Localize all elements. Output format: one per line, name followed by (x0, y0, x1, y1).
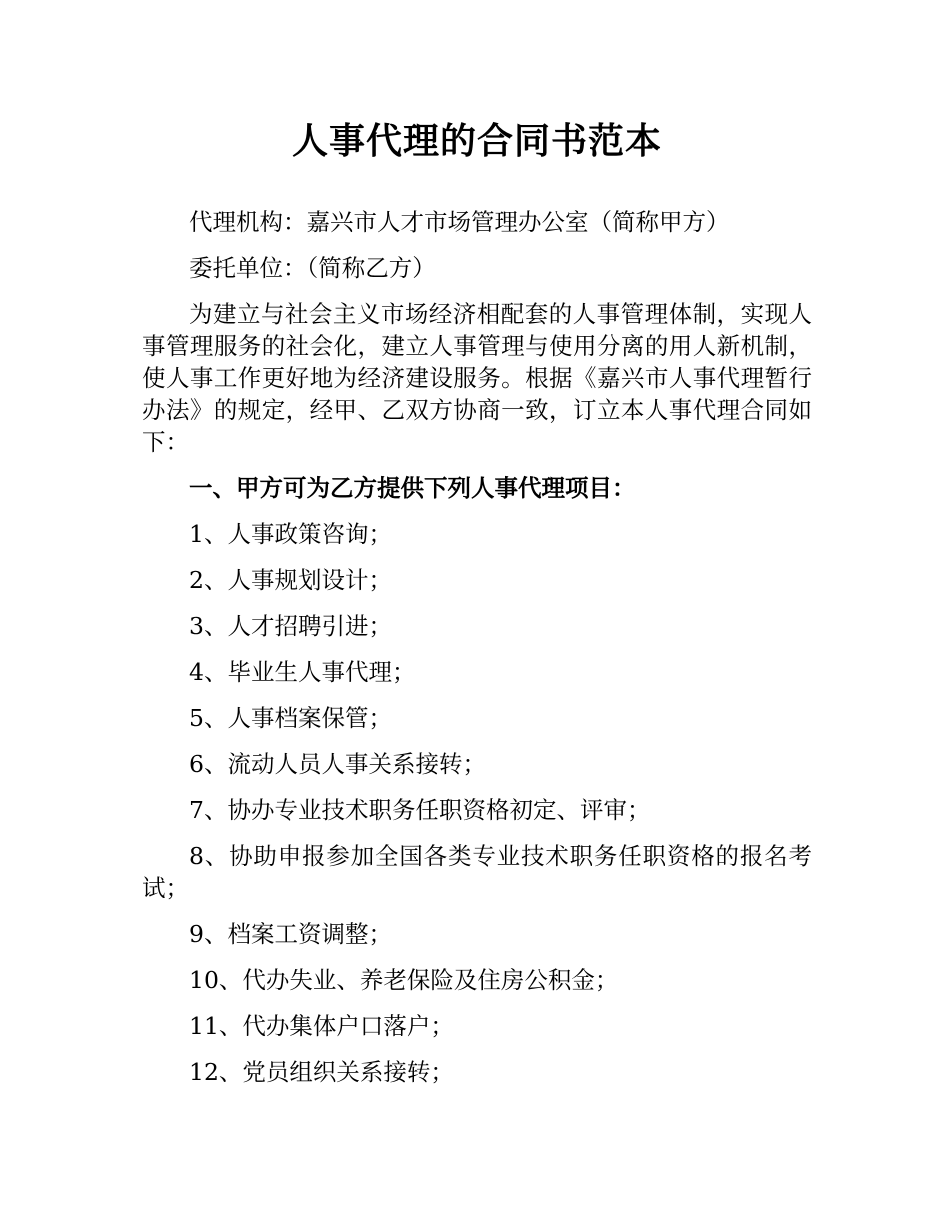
list-item: 11、代办集体户口落户； (189, 1012, 454, 1040)
list-item: 2、人事规划设计； (189, 566, 392, 594)
client-line: 委托单位：（简称乙方） (189, 254, 436, 282)
list-item: 6、流动人员人事关系接转； (189, 750, 486, 778)
service-item-list (142, 518, 812, 1088)
list-item: 8、协助申报参加全国各类专业技术职务任职资格的报名考试； (142, 842, 812, 902)
list-item: 7、协办专业技术职务任职资格初定、评审； (189, 796, 651, 824)
section-heading: 一、甲方可为乙方提供下列人事代理项目： (189, 474, 636, 502)
document-body (142, 118, 812, 1088)
list-item: 1、人事政策咨询； (189, 520, 392, 548)
list-item: 12、党员组织关系接转； (189, 1058, 454, 1086)
list-item: 3、人才招聘引进； (189, 612, 392, 640)
agency-line: 代理机构：嘉兴市人才市场管理办公室（简称甲方） (189, 208, 730, 236)
list-item: 5、人事档案保管； (189, 704, 392, 732)
document-title: 人事代理的合同书范本 (291, 121, 662, 162)
list-item: 9、档案工资调整； (189, 920, 392, 948)
list-item: 4、毕业生人事代理； (189, 658, 416, 686)
list-item: 10、代办失业、养老保险及住房公积金； (189, 966, 619, 994)
intro-paragraph: 为建立与社会主义市场经济相配套的人事管理体制，实现人事管理服务的社会化，建立人事管理与使用分离的用人新机制，使人事工作更好地为经济建设服务。根据《嘉兴市人事代理暂行办法》的规定，经甲、乙双方协商一致，订立本人事代理合同如下： (142, 300, 812, 456)
